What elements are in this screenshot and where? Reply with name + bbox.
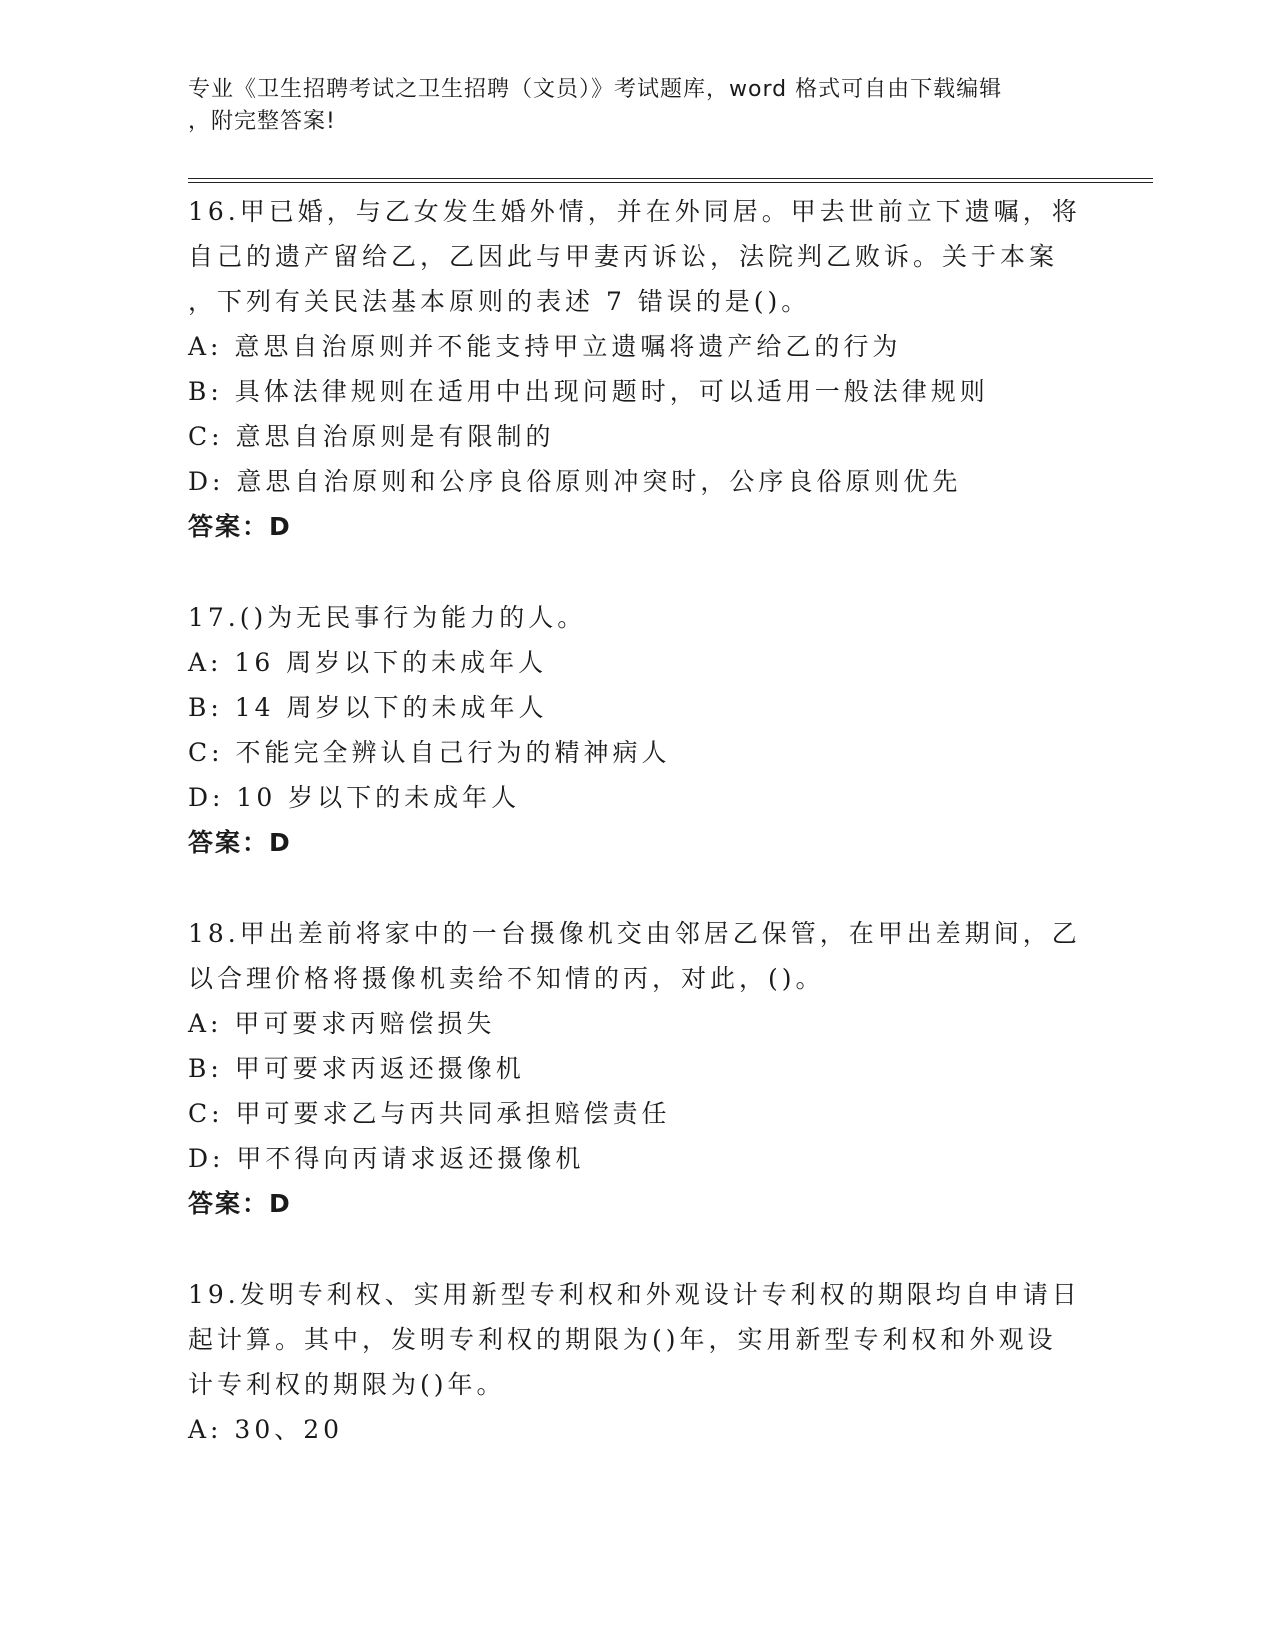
question-stem-line: ，下列有关民法基本原则的表述 7 错误的是()。	[188, 287, 811, 316]
question-18	[188, 911, 1088, 1226]
option-a: A: 16 周岁以下的未成年人	[188, 648, 548, 677]
option-a: A: 甲可要求丙赔偿损失	[188, 1009, 496, 1038]
question-stem-line: 19.发明专利权、实用新型专利权和外观设计专利权的期限均自申请日	[188, 1280, 1081, 1309]
answer-line: 答案：D	[188, 1189, 292, 1218]
question-list	[188, 189, 1088, 1498]
option-c: C: 甲可要求乙与丙共同承担赔偿责任	[188, 1099, 671, 1128]
option-b: B: 甲可要求丙返还摄像机	[188, 1054, 525, 1083]
question-16	[188, 189, 1088, 549]
document-header	[188, 74, 1068, 138]
question-17	[188, 595, 1088, 865]
question-stem-line: 17.()为无民事行为能力的人。	[188, 603, 587, 632]
question-stem-line: 以合理价格将摄像机卖给不知情的丙，对此，()。	[188, 964, 825, 993]
option-c: C: 意思自治原则是有限制的	[188, 422, 555, 451]
question-stem-line: 自己的遗产留给乙，乙因此与甲妻丙诉讼，法院判乙败诉。关于本案	[188, 242, 1059, 271]
question-19	[188, 1272, 1088, 1452]
question-stem-line: 16.甲已婚，与乙女发生婚外情，并在外同居。甲去世前立下遗嘱，将	[188, 197, 1081, 226]
question-stem-line: 起计算。其中，发明专利权的期限为()年，实用新型专利权和外观设	[188, 1325, 1057, 1354]
header-divider-top	[188, 178, 1153, 179]
question-stem-line: 计专利权的期限为()年。	[188, 1370, 506, 1399]
header-line-2: ，附完整答案!	[188, 109, 336, 134]
option-b: B: 具体法律规则在适用中出现问题时，可以适用一般法律规则	[188, 377, 989, 406]
question-stem-line: 18.甲出差前将家中的一台摄像机交由邻居乙保管，在甲出差期间，乙	[188, 919, 1081, 948]
option-b: B: 14 周岁以下的未成年人	[188, 693, 548, 722]
header-divider-bottom	[188, 182, 1153, 183]
answer-line: 答案：D	[188, 512, 292, 541]
option-d: D: 甲不得向丙请求返还摄像机	[188, 1144, 585, 1173]
option-c: C: 不能完全辨认自己行为的精神病人	[188, 738, 671, 767]
answer-line: 答案：D	[188, 828, 292, 857]
header-line-1: 专业《卫生招聘考试之卫生招聘（文员）》考试题库，word 格式可自由下载编辑	[188, 77, 1003, 102]
option-d: D: 意思自治原则和公序良俗原则冲突时，公序良俗原则优先	[188, 467, 962, 496]
option-d: D: 10 岁以下的未成年人	[188, 783, 521, 812]
option-a: A: 意思自治原则并不能支持甲立遗嘱将遗产给乙的行为	[188, 332, 902, 361]
option-a: A: 30、20	[188, 1415, 344, 1444]
